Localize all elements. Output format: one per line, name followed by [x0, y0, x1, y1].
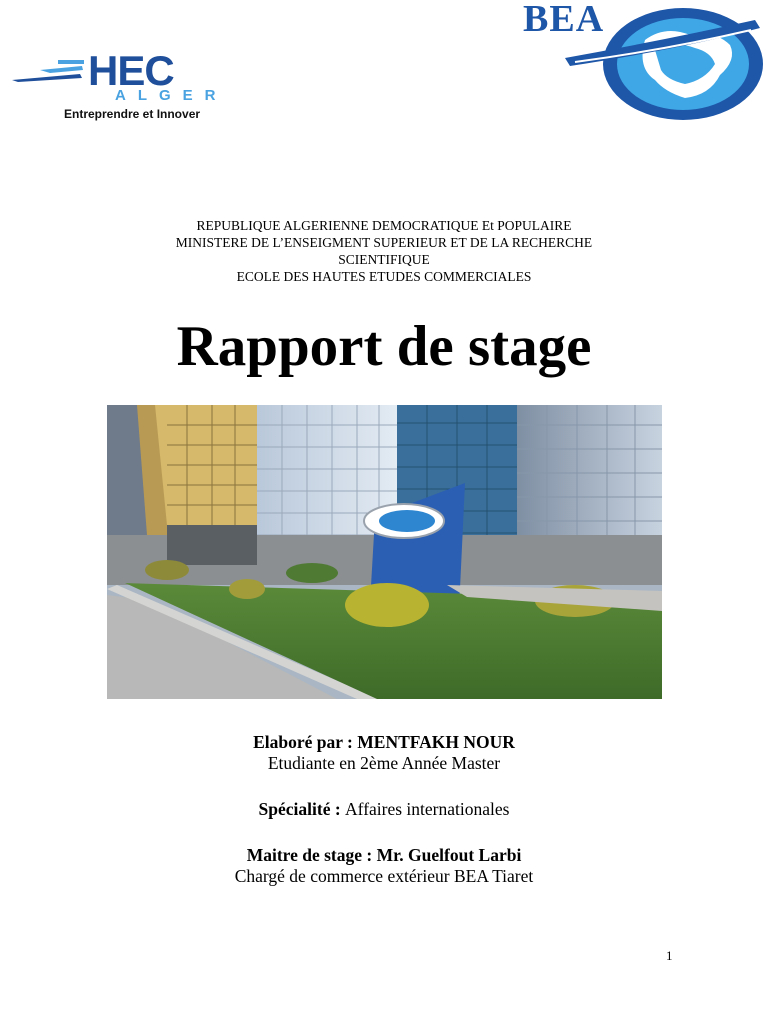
supervisor-name: Mr. Guelfout Larbi — [376, 845, 522, 865]
author-block — [0, 732, 768, 774]
supervisor-label: Maitre de stage : — [246, 845, 377, 865]
author-status: Etudiante en 2ème Année Master — [267, 753, 501, 773]
supervisor-line — [0, 845, 768, 866]
supervisor-block — [0, 845, 768, 887]
hec-alger-text: ALGER — [115, 87, 228, 104]
header-line-ministry: MINISTERE DE L’ENSEIGMENT SUPERIEUR ET DE LA RECHERCHE — [175, 235, 593, 250]
bea-logo — [515, 0, 768, 130]
building-photo-icon — [107, 405, 662, 699]
bea-wordmark: BEA — [523, 0, 605, 40]
specialty-label: Spécialité : — [258, 799, 346, 819]
hec-tagline: Entreprendre et Innover — [64, 107, 201, 121]
hec-wordmark: HEC — [88, 47, 174, 94]
header-line-scientific: SCIENTIFIQUE — [338, 252, 430, 267]
header-line-republic: REPUBLIQUE ALGERIENNE DEMOCRATIQUE Et POPULAIRE — [196, 218, 572, 233]
document-title: Rapport de stage — [176, 315, 592, 378]
author-name: MENTFAKH NOUR — [357, 732, 515, 752]
supervisor-role: Chargé de commerce extérieur BEA Tiaret — [234, 866, 534, 886]
specialty-block — [0, 799, 768, 820]
header-line-school: ECOLE DES HAUTES ETUDES COMMERCIALES — [236, 269, 532, 284]
hec-alger-logo — [10, 48, 250, 128]
author-label: Elaboré par : — [253, 732, 358, 752]
page-number: 1 — [666, 948, 673, 963]
author-line — [0, 732, 768, 753]
bea-building-photo — [107, 405, 662, 699]
specialty-value: Affaires internationales — [345, 799, 510, 819]
institution-header — [0, 217, 768, 285]
